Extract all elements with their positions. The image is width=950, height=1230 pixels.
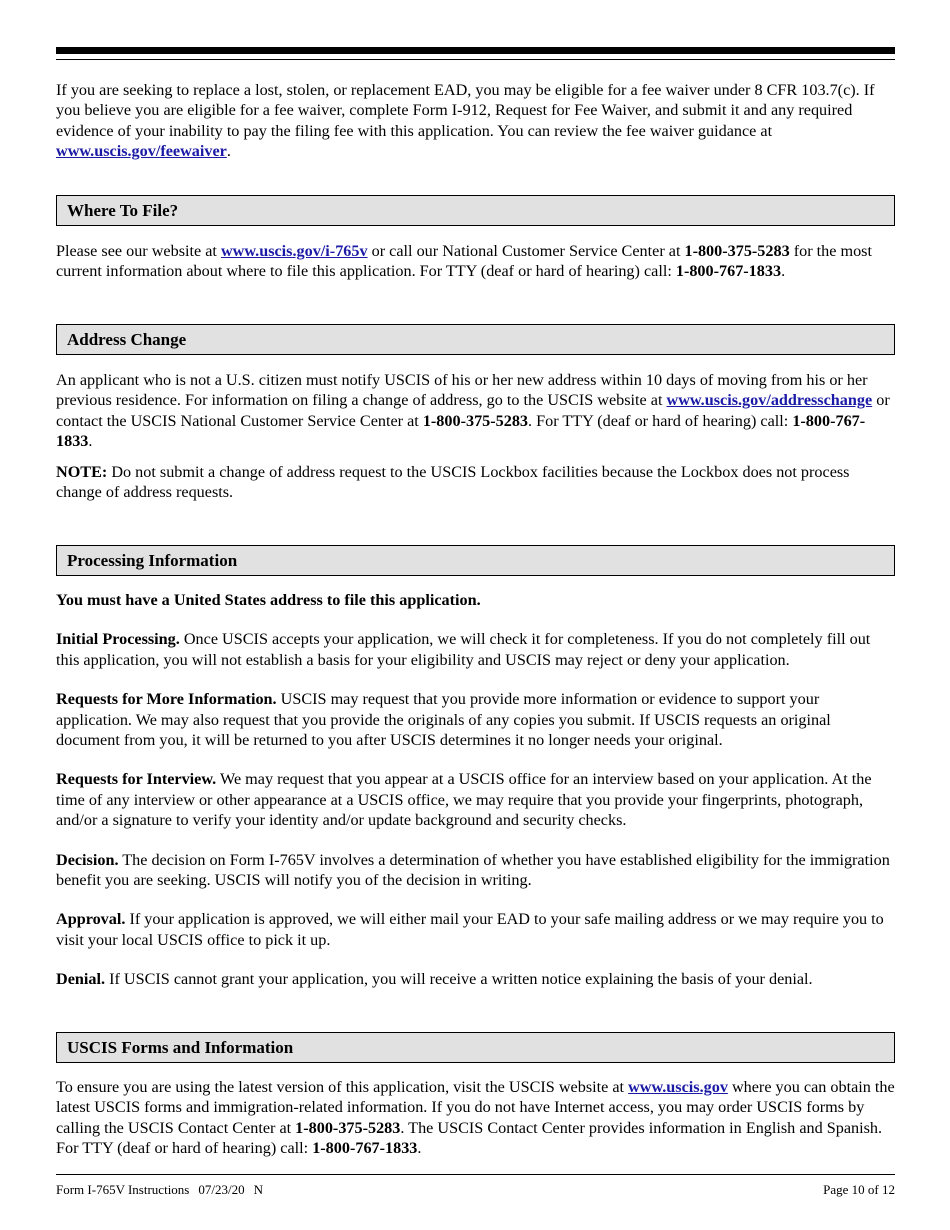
footer-form-name: Form I-765V Instructions	[56, 1182, 190, 1197]
footer-form-info	[56, 1182, 272, 1198]
address-change-paragraph	[56, 370, 895, 452]
where-to-file-heading: Where To File?	[56, 195, 895, 226]
processing-item	[56, 850, 895, 891]
footer-edition: N	[253, 1182, 263, 1197]
tty-phone: 1-800-767-1833	[56, 411, 866, 451]
where-text-2: or call our National Customer Service Center at	[367, 242, 685, 260]
item-label: Approval.	[56, 910, 126, 929]
processing-item	[56, 769, 895, 830]
item-text: The decision on Form I-765V involves a determination of whether you have established eligibility for the immigration benefit you are seeking. USCIS will notify you of the decision in writing.	[56, 850, 890, 890]
address-text-2: or contact the USCIS National Customer Service Center at	[56, 391, 890, 430]
forms-text-3: . The USCIS Contact Center provides information in English and Spanish. For TTY (deaf or hard of hearing) call:	[56, 1118, 883, 1158]
address-change-heading: Address Change	[56, 324, 895, 355]
forms-text-1: To ensure you are using the latest version of this application, visit the USCIS website at	[56, 1078, 629, 1096]
processing-item	[56, 969, 895, 989]
tty-phone: 1-800-767-1833	[312, 1139, 418, 1158]
top-thick-rule	[56, 47, 895, 54]
contact-center-phone: 1-800-375-5283	[295, 1118, 401, 1137]
address-text-3: . For TTY (deaf or hard of hearing) call:	[528, 411, 793, 430]
ncsc-phone: 1-800-375-5283	[684, 242, 790, 260]
fee-waiver-end: .	[226, 142, 231, 161]
address-note	[56, 462, 895, 503]
address-end: .	[88, 432, 93, 451]
feewaiver-link[interactable]: www.uscis.gov/feewaiver	[56, 142, 227, 161]
item-label: Requests for Interview.	[56, 770, 217, 789]
processing-item	[56, 629, 895, 670]
item-label: Requests for More Information.	[56, 690, 277, 709]
item-label: Initial Processing.	[56, 630, 180, 649]
item-text: If your application is approved, we will either mail your EAD to your safe mailing address or we may require you to visit your local USCIS office to pick it up.	[56, 910, 884, 949]
processing-info-heading: Processing Information	[56, 545, 895, 576]
address-change-section	[56, 370, 895, 502]
fee-waiver-section	[56, 80, 895, 162]
i765v-link[interactable]: www.uscis.gov/i-765v	[220, 242, 368, 260]
forms-text-2: where you can obtain the latest USCIS forms and immigration-related information. If you do not have Internet access, you may order USCIS forms by calling the USCIS Contact Center at	[56, 1078, 895, 1137]
item-text: We may request that you appear at a USCIS office for an interview based on your application. At the time of any interview or other appearance at a USCIS office, we may require that you provide your fingerprints, photograph, and/or a signature to verify your identity and/or update background and security checks.	[56, 770, 872, 830]
item-text: If USCIS cannot grant your application, you will receive a written notice explaining the basis of your denial.	[105, 970, 813, 989]
forms-paragraph	[56, 1077, 895, 1159]
where-text-1: Please see our website at	[56, 242, 221, 260]
item-text: USCIS may request that you provide more information or evidence to support your application. We may also request that you provide the originals of any copies you submit. If USCIS requests an original document from you, it will be returned to you after USCIS determines it no longer needs your original.	[56, 690, 831, 750]
processing-item	[56, 689, 895, 750]
where-to-file-paragraph	[56, 241, 895, 282]
forms-end: .	[417, 1139, 422, 1158]
note-text: Do not submit a change of address request to the USCIS Lockbox facilities because the Lockbox does not process change of address requests.	[56, 462, 850, 502]
where-end: .	[781, 262, 786, 281]
addresschange-link[interactable]: www.uscis.gov/addresschange	[666, 391, 873, 410]
top-thin-rule	[56, 59, 895, 60]
address-text-1: An applicant who is not a U.S. citizen must notify USCIS of his or her new address within 10 days of moving from his or her previous residence. For information on filing a change of address, go to the USCIS website at	[56, 371, 868, 410]
uscis-link[interactable]: www.uscis.gov	[628, 1078, 728, 1096]
footer-page-number: Page 10 of 12	[823, 1182, 895, 1197]
address-requirement: You must have a United States address to file this application.	[56, 591, 481, 609]
item-label: Decision.	[56, 850, 119, 869]
processing-item	[56, 909, 895, 950]
item-text: Once USCIS accepts your application, we will check it for completeness. If you do not completely fill out this application, you will not establish a basis for your eligibility and USCIS may reject or deny your application.	[56, 630, 871, 669]
ncsc-phone: 1-800-375-5283	[422, 411, 529, 430]
tty-phone: 1-800-767-1833	[675, 262, 782, 281]
where-to-file-section	[56, 241, 895, 282]
item-label: Denial.	[56, 970, 106, 989]
note-label: NOTE:	[56, 462, 108, 481]
footer-date: 07/23/20	[198, 1182, 245, 1197]
forms-info-heading: USCIS Forms and Information	[56, 1032, 895, 1063]
where-text-3: for the most current information about where to file this application. For TTY (deaf or hard of hearing) call:	[56, 242, 872, 281]
fee-waiver-paragraph	[56, 80, 895, 162]
forms-section	[56, 1077, 895, 1159]
fee-waiver-text: If you are seeking to replace a lost, stolen, or replacement EAD, you may be eligible for a fee waiver under 8 CFR 103.7(c). If you believe you are eligible for a fee waiver, complete Form I-912, Request for Fee Waiver, and submit it and any required evidence of your inability to pay the filing fee with this application. You can review the fee waiver guidance at	[56, 81, 875, 140]
processing-section	[56, 590, 895, 990]
footer-rule	[56, 1174, 895, 1175]
